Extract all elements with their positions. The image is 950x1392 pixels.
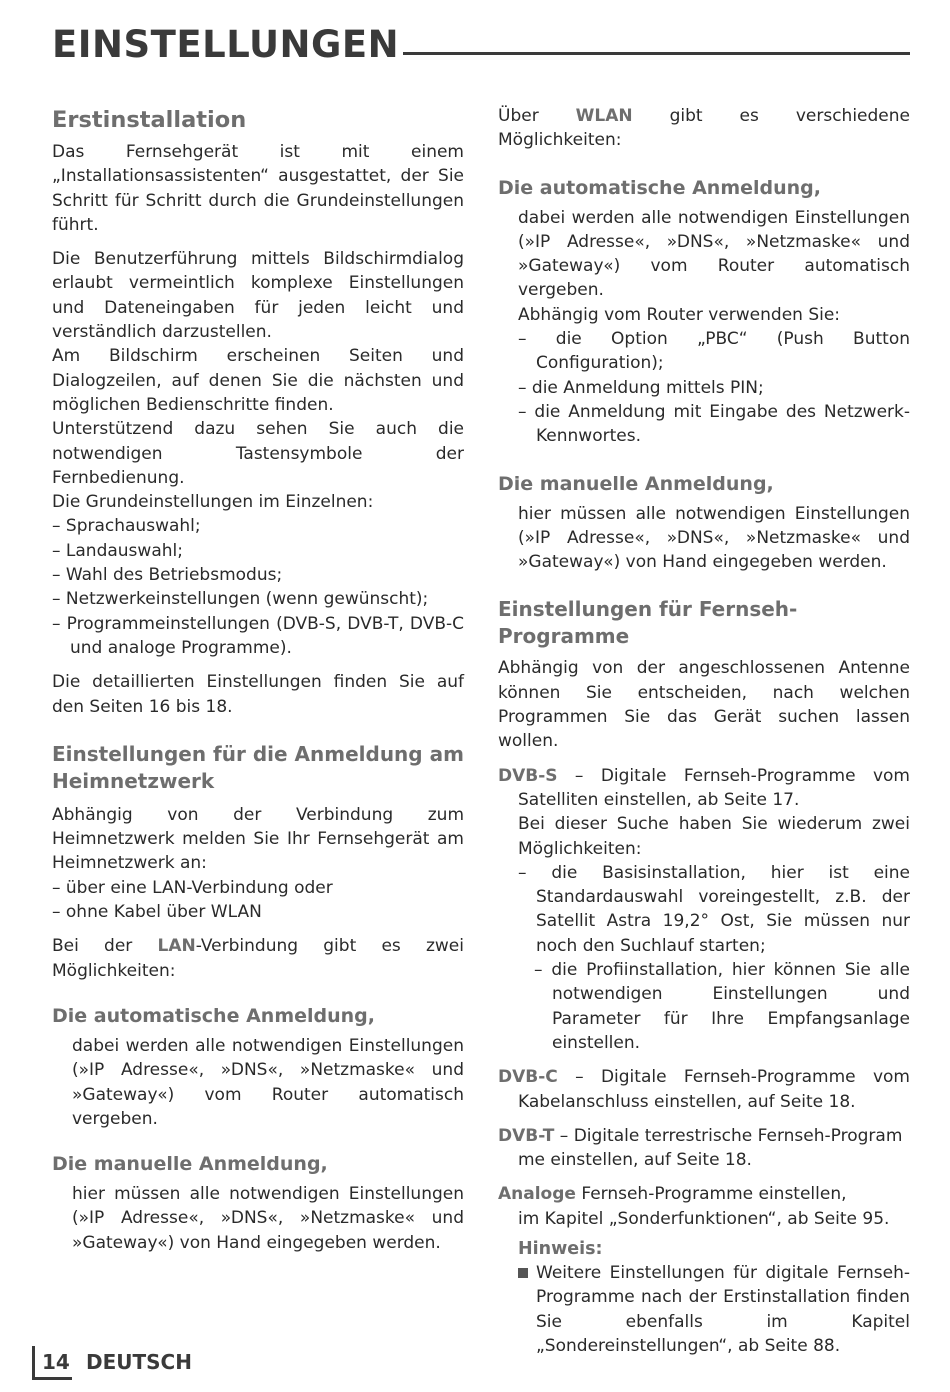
list-item: – ohne Kabel über WLAN	[52, 900, 464, 924]
page-number: 14	[42, 1350, 70, 1374]
paragraph: Unterstützend dazu sehen Sie auch die notwendigen Tastensymbole der Fernbedienung.	[52, 419, 464, 488]
install-options-list	[498, 861, 910, 958]
footer-baseline	[32, 1377, 72, 1380]
keyword-analoge: Analoge	[498, 1184, 576, 1205]
paragraph: Abhängig von der angeschlossenen Antenne können Sie entscheiden, nach welchen Programmen Sie das Gerät suchen lassen wollen.	[498, 658, 910, 752]
dvb-t-paragraph	[498, 1124, 910, 1173]
paragraph: im Kapitel „Sonderfunktionen“, ab Seite 95.	[518, 1208, 890, 1229]
paragraph: Die Grundeinstellungen im Einzelnen:	[52, 492, 374, 513]
paragraph: hier müssen alle notwendigen Einstellungen (»IP Adresse«, »DNS«, »Netzmaske« und »Gateway«) von Hand eingegeben werden.	[72, 1184, 464, 1253]
list-item: – Netzwerkeinstellungen (wenn gewünscht);	[52, 587, 464, 611]
list-item: – die Profiinstallation, hier können Sie alle notwendigen Einstellungen und Parameter für Ihre Empfangsanlage einstellen.	[534, 958, 910, 1055]
list-item: – Sprachauswahl;	[52, 514, 464, 538]
dvb-s-paragraph	[498, 764, 910, 813]
settings-list	[52, 514, 464, 660]
paragraph: dabei werden alle notwendigen Einstellungen (»IP Adresse«, »DNS«, »Netzmaske« und »Gateway«) vom Router automatisch vergeben.	[518, 207, 910, 301]
wlan-paragraph	[498, 104, 910, 153]
subheading-auto: Die automatische Anmeldung,	[498, 176, 821, 199]
section-heading-heimnetzwerk: Einstellungen für die Anmeldung am Heimnetzwerk	[52, 741, 464, 793]
paragraph: Am Bildschirm erscheinen Seiten und Dialogzeilen, auf denen Sie die nächsten und möglichen Bedienschritte finden.	[52, 346, 464, 415]
paragraph: Bei dieser Suche haben Sie wiederum zwei Möglichkeiten:	[518, 814, 910, 859]
page-footer	[32, 1346, 252, 1382]
left-column	[52, 104, 464, 1255]
lan-paragraph	[52, 934, 464, 983]
router-options-list	[498, 327, 910, 448]
list-item: – die Basisinstallation, hier ist eine Standardauswahl voreingestellt, z.B. der Satellit Astra 19,2° Ost, Sie müssen nur noch den Suchlauf starten;	[518, 861, 910, 958]
text: Bei der	[52, 936, 158, 957]
keyword-dvb-c: DVB-C	[498, 1067, 558, 1088]
footer-language: DEUTSCH	[86, 1350, 192, 1374]
list-item: – die Anmeldung mittels PIN;	[518, 376, 910, 400]
subheading-manual: Die manuelle Anmeldung,	[498, 472, 774, 495]
paragraph: Die detaillierten Einstellungen finden Sie auf den Seiten 16 bis 18.	[52, 672, 464, 717]
connection-list	[52, 876, 464, 925]
list-item: – über eine LAN-Verbindung oder	[52, 876, 464, 900]
right-column	[498, 104, 910, 1358]
list-item: – Landauswahl;	[52, 539, 464, 563]
list-item: – Wahl des Betriebsmodus;	[52, 563, 464, 587]
keyword-lan: LAN	[157, 936, 196, 957]
keyword-dvb-s: DVB-S	[498, 765, 558, 786]
paragraph: dabei werden alle notwendigen Einstellungen (»IP Adresse«, »DNS«, »Netzmaske« und »Gateway«) vom Router automatisch vergeben.	[72, 1035, 464, 1129]
keyword-dvb-t: DVB-T	[498, 1125, 555, 1146]
hint-title: Hinweis:	[518, 1238, 603, 1259]
paragraph: hier müssen alle notwendigen Einstellungen (»IP Adresse«, »DNS«, »Netzmaske« und »Gateway«) von Hand eingegeben werden.	[518, 503, 910, 573]
list-item: – die Option „PBC“ (Push Button Configuration);	[518, 327, 910, 376]
install-options-list-2	[498, 958, 910, 1055]
paragraph: Abhängig vom Router verwenden Sie:	[518, 304, 841, 325]
hint-note	[518, 1261, 910, 1358]
text: Fernseh-Programme einstellen,	[575, 1184, 847, 1205]
square-bullet-icon	[518, 1268, 528, 1278]
section-heading-erstinstallation: Erstinstallation	[52, 107, 247, 133]
text: gibt es verschiedene Möglichkeiten:	[498, 106, 910, 151]
page-title: EINSTELLUNGEN	[52, 22, 403, 68]
paragraph: Die Benutzerführung mittels Bildschirmdialog erlaubt vermeintlich komplexe Einstellungen und Dateneingaben für jeden leicht und verständlich darzustellen.	[52, 249, 464, 343]
text: – Digitale Fernseh-Programme vom Satelliten einstellen, ab Seite 17.	[518, 765, 910, 810]
text: – Digitale terrestrische Fernseh-Program me einstellen, auf Seite 18.	[518, 1125, 903, 1171]
dvb-c-paragraph	[498, 1065, 910, 1114]
page-header	[52, 22, 910, 68]
paragraph: Abhängig von der Verbindung zum Heimnetzwerk melden Sie Ihr Fernsehgerät am Heimnetzwerk an:	[52, 804, 464, 874]
keyword-wlan: WLAN	[575, 106, 633, 126]
footer-bar	[32, 1346, 35, 1380]
list-item: – die Anmeldung mit Eingabe des Netzwerk-Kennwortes.	[518, 400, 910, 449]
subheading-manual: Die manuelle Anmeldung,	[52, 1153, 328, 1176]
paragraph: Das Fernsehgerät ist mit einem „Installationsassistenten“ ausgestattet, der Sie Schritt für Schritt durch die Grundeinstellungen führt.	[52, 142, 464, 235]
subheading-auto: Die automatische Anmeldung,	[52, 1004, 375, 1027]
analog-paragraph	[498, 1182, 910, 1206]
paragraph: Weitere Einstellungen für digitale Fernseh-Programme nach der Erstinstallation finden Sie ebenfalls im Kapitel „Sondereinstellungen“, ab Seite 88.	[536, 1262, 910, 1356]
text: – Digitale Fernseh-Programme vom Kabelanschluss einstellen, auf Seite 18.	[518, 1067, 910, 1112]
text: Über	[498, 106, 576, 126]
section-heading-fernseh-programme: Einstellungen für Fernseh-Programme	[498, 597, 798, 649]
list-item: – Programmeinstellungen (DVB-S, DVB-T, DVB-C und analoge Programme).	[52, 612, 464, 661]
text: -Verbindung gibt es zwei Möglichkeiten:	[52, 936, 464, 981]
